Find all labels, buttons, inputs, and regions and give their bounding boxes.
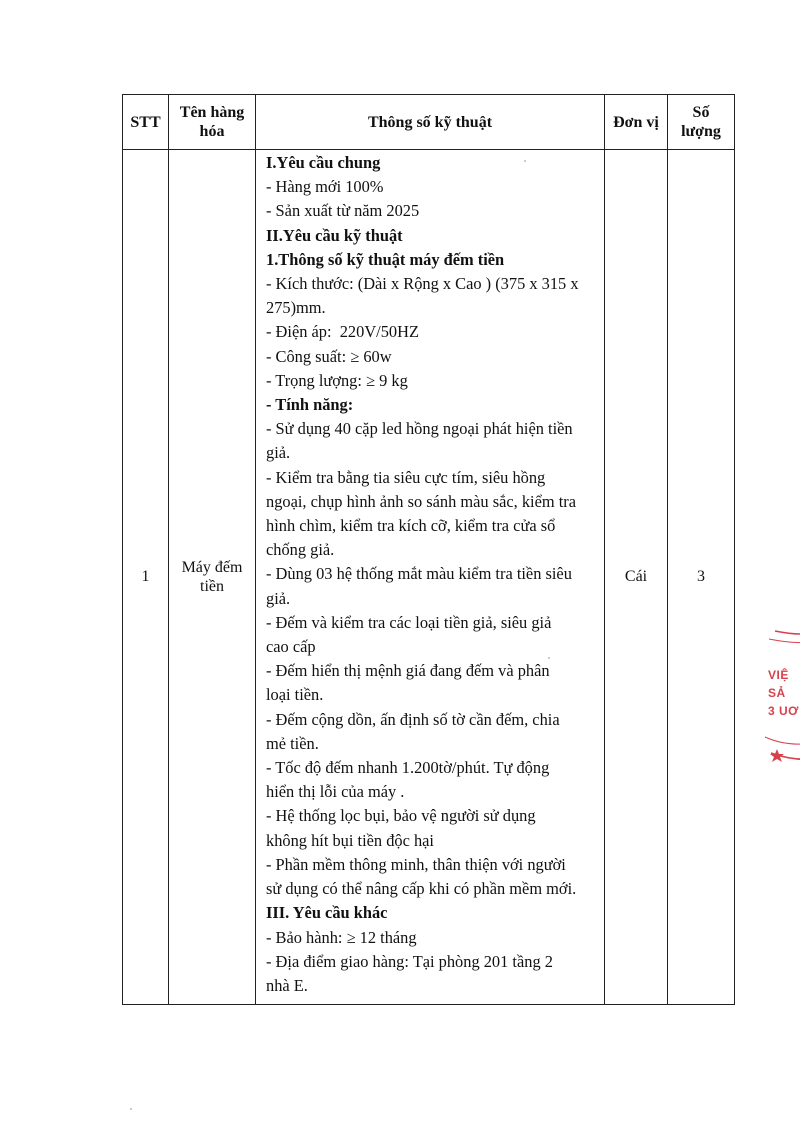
header-so-luong-line2: lượng [681,123,721,140]
header-stt: STT [123,95,169,150]
cell-thong-so [256,150,605,1005]
spec-line: - Tốc độ đếm nhanh 1.200tờ/phút. Tự động [266,758,550,778]
stamp-text-line1: VIỆ [768,668,789,682]
stamp-text-line2: SẢ [768,686,786,700]
star-icon [770,749,784,762]
header-don-vi: Đơn vị [605,95,668,150]
cell-ten-hang-hoa-line2: tiền [200,578,224,596]
spec-line: loại tiền. [266,685,324,705]
spec-line: - Điện áp: 220V/50HZ [266,322,419,342]
spec-line: - Đếm hiển thị mệnh giá đang đếm và phân [266,661,550,681]
spec-line: - Kiểm tra bằng tia siêu cực tím, siêu hồng [266,467,546,487]
specification-table [122,94,735,1005]
spec-line: chống giả. [266,540,335,560]
header-ten-hang-hoa [169,95,256,150]
spec-line: - Trọng lượng: ≥ 9 kg [266,370,408,390]
spec-line: - Hàng mới 100% [266,177,384,197]
cell-stt: 1 [123,150,169,1005]
spec-line: hiển thị lỗi của máy . [266,782,405,802]
spec-heading: III. Yêu cầu khác [266,903,388,923]
header-so-luong-line1: Số [692,104,710,121]
header-thong-so: Thông số kỹ thuật [256,95,605,150]
spec-line: - Sử dụng 40 cặp led hồng ngoại phát hiện tiền [266,419,573,439]
spec-line: sử dụng có thể nâng cấp khi có phần mềm mới. [266,879,577,899]
scan-speck [524,160,526,162]
spec-heading: - Tính năng: [266,395,354,415]
spec-line: - Hệ thống lọc bụi, bảo vệ người sử dụng [266,806,536,826]
spec-line: - Phần mềm thông minh, thân thiện với người [266,854,566,874]
spec-heading: II.Yêu cầu kỹ thuật [266,225,403,245]
cell-so-luong: 3 [668,150,735,1005]
header-ten-hang-hoa-line2: hóa [199,123,225,140]
red-stamp [757,625,800,775]
spec-heading: 1.Thông số kỹ thuật máy đếm tiền [266,249,505,269]
scan-speck [130,1108,132,1110]
spec-line: - Đếm cộng dồn, ấn định số tờ cần đếm, chia [266,709,560,729]
cell-ten-hang-hoa-line1: Máy đếm [181,559,243,577]
spec-line: - Kích thước: (Dài x Rộng x Cao ) (375 x 315 x [266,274,579,294]
spec-heading: I.Yêu cầu chung [266,153,381,172]
spec-line: giả. [266,443,291,463]
spec-line: mẻ tiền. [266,733,319,753]
spec-line: hình chìm, kiểm tra kích cỡ, kiểm tra cửa sổ [266,516,556,536]
spec-line: ngoại, chụp hình ảnh so sánh màu sắc, kiểm tra [266,491,576,511]
table-row [123,150,735,1005]
spec-line: - Bảo hành: ≥ 12 tháng [266,927,417,947]
spec-line: - Công suất: ≥ 60w [266,346,392,366]
spec-line: không hít bụi tiền độc hại [266,830,434,850]
spec-line: - Dùng 03 hệ thống mắt màu kiểm tra tiền siêu [266,564,572,584]
scan-speck [548,657,550,659]
header-ten-hang-hoa-line1: Tên hàng [179,104,245,121]
table-header-row [123,95,735,150]
spec-line: giả. [266,588,291,608]
cell-don-vi: Cái [605,150,668,1005]
spec-line: - Đếm và kiểm tra các loại tiền giả, siêu giả [266,612,552,632]
header-so-luong [668,95,735,150]
spec-line: 275)mm. [266,298,326,318]
spec-line: - Sản xuất từ năm 2025 [266,201,420,221]
spec-line: - Địa điểm giao hàng: Tại phòng 201 tầng 2 [266,951,553,971]
cell-ten-hang-hoa [169,150,256,1005]
spec-line: nhà E. [266,975,308,995]
spec-line: cao cấp [266,637,316,657]
stamp-text-line3: 3 UƠ [768,704,799,718]
